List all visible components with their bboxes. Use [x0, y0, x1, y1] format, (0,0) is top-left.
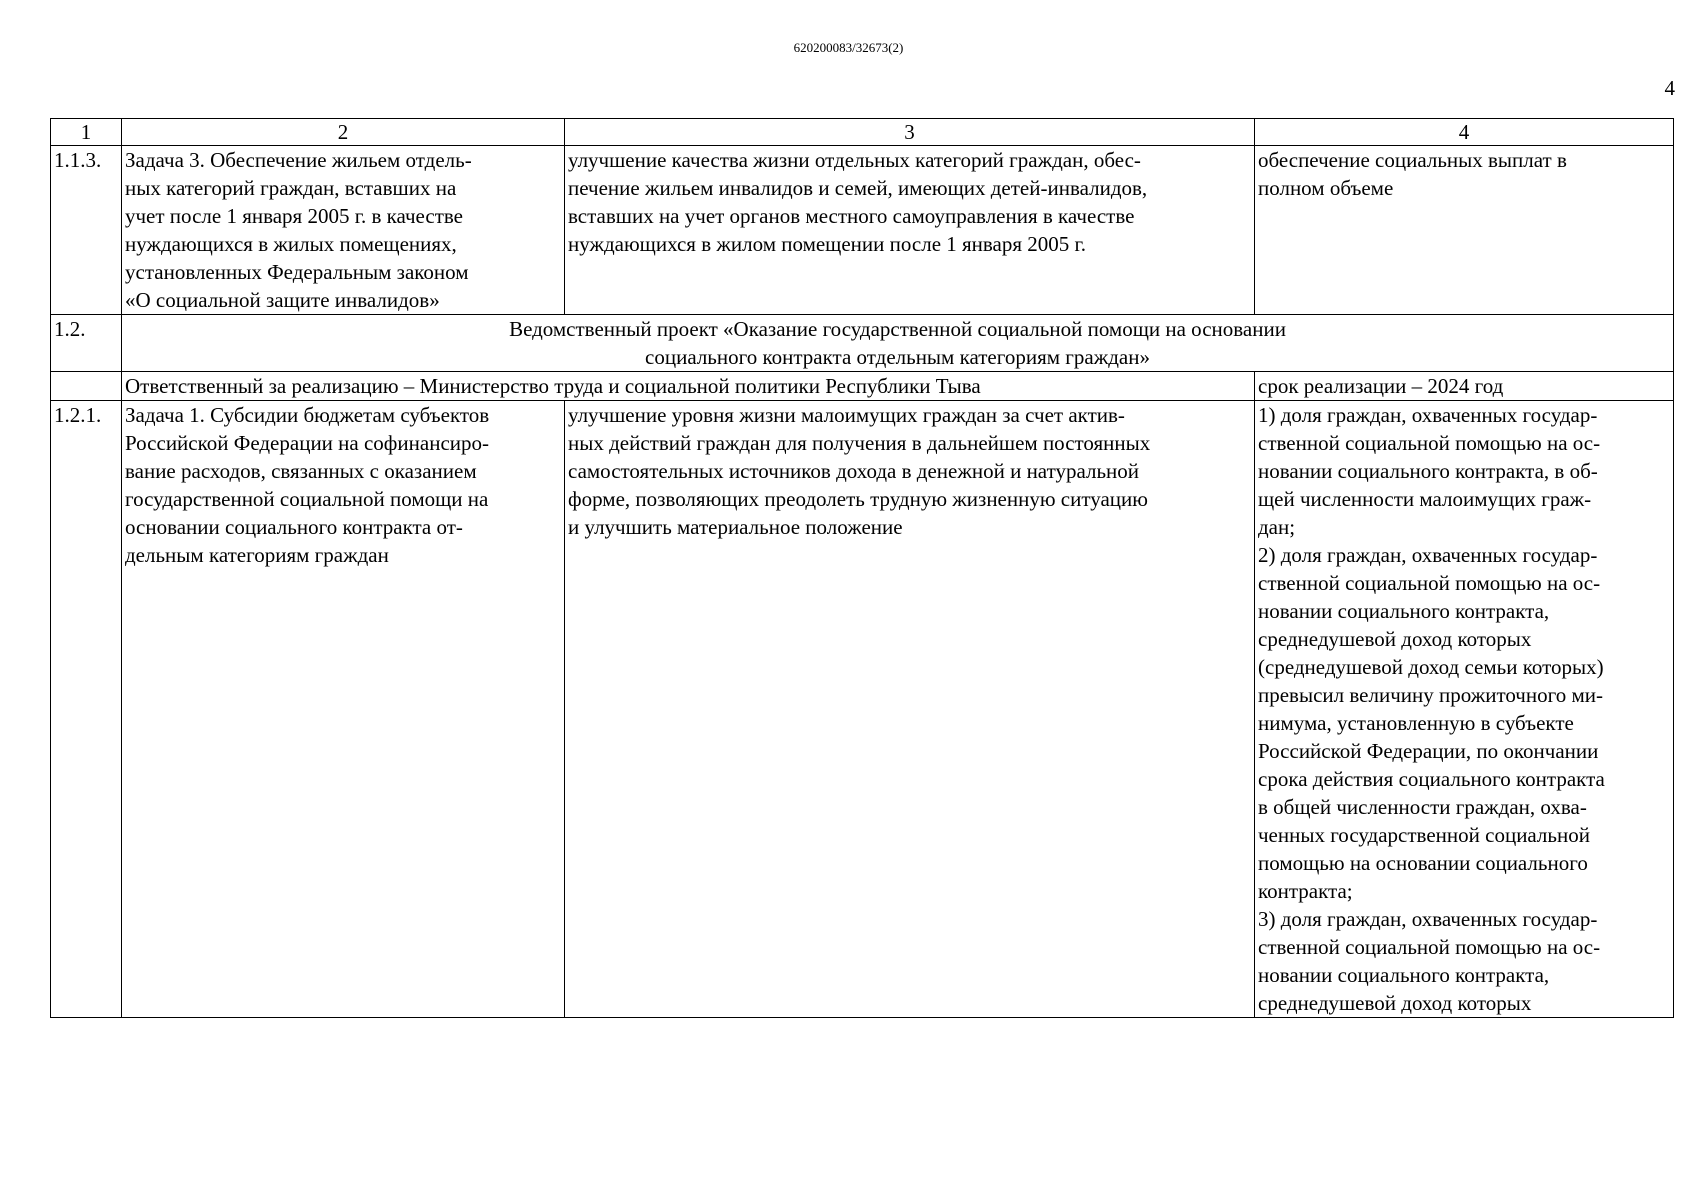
indicator-text-line: в общей численности граждан, охва- — [1258, 795, 1587, 819]
indicator-text-line: (среднедушевой доход семьи которых) — [1258, 655, 1604, 679]
indicator-text-line: обеспечение социальных выплат в — [1258, 148, 1567, 172]
indicator-cell — [1255, 401, 1674, 1018]
indicator-text-line: полном объеме — [1258, 176, 1394, 200]
term-cell: срок реализации – 2024 год — [1255, 372, 1674, 401]
task-text-line: установленных Федеральным законом — [125, 260, 469, 284]
task-text-line: дельным категориям граждан — [125, 543, 389, 567]
row-number-cell: 1.2.1. — [51, 401, 122, 1018]
indicator-cell — [1255, 146, 1674, 315]
table-row-1-1-3 — [51, 146, 1674, 315]
document-code: 620200083/32673(2) — [793, 40, 904, 55]
result-text-line: печение жильем инвалидов и семей, имеющих детей-инвалидов, — [568, 176, 1148, 200]
column-number-cell: 4 — [1255, 119, 1674, 146]
task-text-line: ных категорий граждан, вставших на — [125, 176, 457, 200]
indicator-text-line: среднедушевой доход которых — [1258, 991, 1532, 1015]
page-number: 4 — [1664, 76, 1675, 100]
indicator-text-line: ственной социальной помощью на ос- — [1258, 571, 1601, 595]
indicator-text-line: помощью на основании социального — [1258, 851, 1588, 875]
task-text-line: нуждающихся в жилых помещениях, — [125, 232, 457, 256]
result-text-line: улучшение качества жизни отдельных категорий граждан, обес- — [568, 148, 1141, 172]
indicator-text-line: 2) доля граждан, охваченных государ- — [1258, 543, 1598, 567]
table-row-1-2 — [51, 315, 1674, 372]
row-number-cell: 1.1.3. — [51, 146, 122, 315]
indicator-text-line: среднедушевой доход которых — [1258, 627, 1532, 651]
indicator-text-line: ственной социальной помощью на ос- — [1258, 431, 1601, 455]
task-text-line: Задача 1. Субсидии бюджетам субъектов — [125, 403, 490, 427]
indicator-text-line: нимума, установленную в субъекте — [1258, 711, 1574, 735]
project-title-line: Ведомственный проект «Оказание государственной социальной помощи на основании — [509, 317, 1286, 341]
task-cell — [122, 146, 565, 315]
result-cell — [565, 146, 1255, 315]
indicator-text-line: ченных государственной социальной — [1258, 823, 1590, 847]
column-number-cell: 3 — [565, 119, 1255, 146]
indicator-text-line: щей численности малоимущих граж- — [1258, 487, 1592, 511]
row-number-cell: 1.2. — [51, 315, 122, 372]
responsible-cell: Ответственный за реализацию – Министерство труда и социальной политики Республики Тыва — [122, 372, 1255, 401]
responsible-row — [51, 372, 1674, 401]
result-text-line: и улучшить материальное положение — [568, 515, 903, 539]
program-table — [50, 118, 1674, 1018]
result-text-line: самостоятельных источников дохода в денежной и натуральной — [568, 459, 1140, 483]
table-row-1-2-1 — [51, 401, 1674, 1018]
indicator-text-line: новании социального контракта, — [1258, 599, 1550, 623]
result-text-line: форме, позволяющих преодолеть трудную жизненную ситуацию — [568, 487, 1148, 511]
result-text-line: нуждающихся в жилом помещении после 1 января 2005 г. — [568, 232, 1087, 256]
indicator-text-line: превысил величину прожиточного ми- — [1258, 683, 1603, 707]
empty-number-cell — [51, 372, 122, 401]
task-text-line: учет после 1 января 2005 г. в качестве — [125, 204, 463, 228]
indicator-text-line: новании социального контракта, в об- — [1258, 459, 1598, 483]
task-text-line: основании социального контракта от- — [125, 515, 463, 539]
column-number-cell: 1 — [51, 119, 122, 146]
result-text-line: вставших на учет органов местного самоуправления в качестве — [568, 204, 1135, 228]
indicator-text-line: новании социального контракта, — [1258, 963, 1550, 987]
project-title-line: социального контракта отдельным категориям граждан» — [645, 345, 1150, 369]
task-text-line: «О социальной защите инвалидов» — [125, 288, 440, 312]
indicator-text-line: контракта; — [1258, 879, 1353, 903]
indicator-text-line: ственной социальной помощью на ос- — [1258, 935, 1601, 959]
task-text-line: Российской Федерации на софинансиро- — [125, 431, 489, 455]
task-text-line: Задача 3. Обеспечение жильем отдель- — [125, 148, 472, 172]
result-cell — [565, 401, 1255, 1018]
task-text-line: вание расходов, связанных с оказанием — [125, 459, 477, 483]
task-text-line: государственной социальной помощи на — [125, 487, 489, 511]
result-text-line: ных действий граждан для получения в дальнейшем постоянных — [568, 431, 1151, 455]
project-title-cell — [122, 315, 1674, 372]
indicator-text-line: Российской Федерации, по окончании — [1258, 739, 1599, 763]
indicator-text-line: дан; — [1258, 515, 1296, 539]
indicator-text-line: срока действия социального контракта — [1258, 767, 1605, 791]
column-number-row — [51, 119, 1674, 146]
result-text-line: улучшение уровня жизни малоимущих граждан за счет актив- — [568, 403, 1125, 427]
indicator-text-line: 1) доля граждан, охваченных государ- — [1258, 403, 1598, 427]
column-number-cell: 2 — [122, 119, 565, 146]
indicator-text-line: 3) доля граждан, охваченных государ- — [1258, 907, 1598, 931]
task-cell — [122, 401, 565, 1018]
